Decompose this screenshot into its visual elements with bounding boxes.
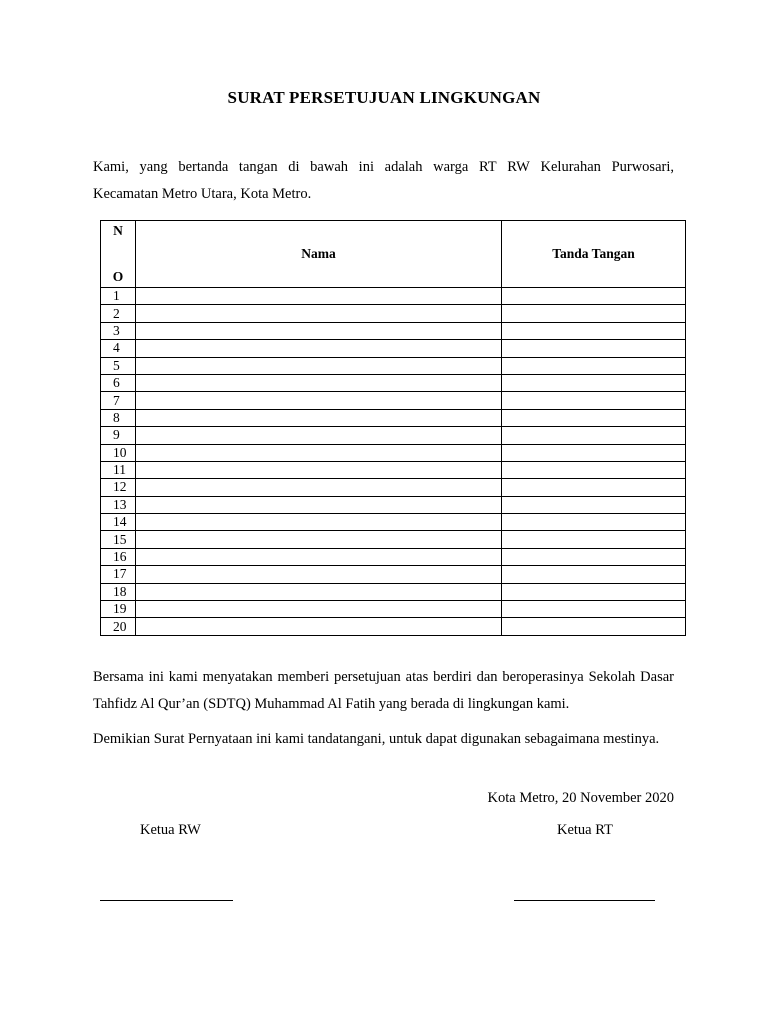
table-row bbox=[101, 548, 686, 565]
name-cell[interactable] bbox=[136, 531, 502, 548]
signature-cell[interactable] bbox=[502, 514, 686, 531]
name-cell[interactable] bbox=[136, 479, 502, 496]
signature-cell[interactable] bbox=[502, 409, 686, 426]
intro-word: Kelurahan bbox=[540, 159, 601, 175]
row-number: 10 bbox=[101, 444, 136, 461]
table-row bbox=[101, 531, 686, 548]
signature-cell[interactable] bbox=[502, 444, 686, 461]
signature-cell[interactable] bbox=[502, 392, 686, 409]
row-number: 2 bbox=[101, 305, 136, 322]
row-number: 1 bbox=[101, 288, 136, 305]
table-row bbox=[101, 427, 686, 444]
intro-word: RT bbox=[478, 159, 497, 175]
intro-word: adalah bbox=[384, 159, 423, 175]
table-row bbox=[101, 461, 686, 478]
row-number: 15 bbox=[101, 531, 136, 548]
intro-word: bertanda bbox=[178, 159, 229, 175]
signature-cell[interactable] bbox=[502, 288, 686, 305]
name-cell[interactable] bbox=[136, 583, 502, 600]
column-header-name: Nama bbox=[136, 221, 502, 288]
column-header-no-bottom: O bbox=[112, 269, 124, 284]
signature-cell[interactable] bbox=[502, 322, 686, 339]
signature-cell[interactable] bbox=[502, 566, 686, 583]
intro-word: Purwosari, bbox=[611, 159, 674, 175]
signature-cell[interactable] bbox=[502, 479, 686, 496]
intro-word: bawah bbox=[310, 159, 349, 175]
row-number: 19 bbox=[101, 601, 136, 618]
name-cell[interactable] bbox=[136, 601, 502, 618]
name-cell[interactable] bbox=[136, 374, 502, 391]
consent-paragraph: Bersama ini kami menyatakan memberi persetujuan atas berdiri dan beroperasinya Sekolah Dasar Tahfidz Al Qur’an (SDTQ) Muhammad Al Fatih yang berada di lingkungan kami. bbox=[93, 669, 674, 712]
table-row bbox=[101, 340, 686, 357]
document-title: SURAT PERSETUJUAN LINGKUNGAN bbox=[227, 88, 541, 107]
row-number: 14 bbox=[101, 514, 136, 531]
table-row bbox=[101, 444, 686, 461]
column-header-no bbox=[101, 221, 136, 288]
table-row bbox=[101, 566, 686, 583]
row-number: 3 bbox=[101, 322, 136, 339]
signature-line-rt bbox=[514, 900, 655, 901]
name-cell[interactable] bbox=[136, 566, 502, 583]
intro-word: ini bbox=[358, 159, 374, 175]
signature-line-rw bbox=[100, 900, 233, 901]
row-number: 4 bbox=[101, 340, 136, 357]
place-date: Kota Metro, 20 November 2020 bbox=[487, 790, 674, 806]
table-row bbox=[101, 601, 686, 618]
intro-word: warga bbox=[433, 159, 469, 175]
name-cell[interactable] bbox=[136, 618, 502, 635]
table-row bbox=[101, 357, 686, 374]
row-number: 12 bbox=[101, 479, 136, 496]
signature-cell[interactable] bbox=[502, 531, 686, 548]
column-header-no-top: N bbox=[113, 223, 123, 238]
signature-cell[interactable] bbox=[502, 583, 686, 600]
name-cell[interactable] bbox=[136, 357, 502, 374]
signature-table bbox=[100, 220, 686, 636]
table-row bbox=[101, 322, 686, 339]
signature-cell[interactable] bbox=[502, 374, 686, 391]
intro-word: tangan bbox=[238, 159, 278, 175]
table-row bbox=[101, 392, 686, 409]
table-row bbox=[101, 409, 686, 426]
name-cell[interactable] bbox=[136, 444, 502, 461]
row-number: 6 bbox=[101, 374, 136, 391]
table-row bbox=[101, 618, 686, 635]
name-cell[interactable] bbox=[136, 340, 502, 357]
intro-word: RW bbox=[507, 159, 530, 175]
signature-cell[interactable] bbox=[502, 496, 686, 513]
signature-cell[interactable] bbox=[502, 427, 686, 444]
signature-cell[interactable] bbox=[502, 601, 686, 618]
row-number: 18 bbox=[101, 583, 136, 600]
intro-paragraph bbox=[93, 154, 674, 208]
intro-word: yang bbox=[139, 159, 168, 175]
name-cell[interactable] bbox=[136, 409, 502, 426]
signature-cell[interactable] bbox=[502, 357, 686, 374]
name-cell[interactable] bbox=[136, 514, 502, 531]
name-cell[interactable] bbox=[136, 461, 502, 478]
row-number: 8 bbox=[101, 409, 136, 426]
intro-word: Kami, bbox=[93, 159, 129, 175]
name-cell[interactable] bbox=[136, 392, 502, 409]
row-number: 20 bbox=[101, 618, 136, 635]
table-row bbox=[101, 288, 686, 305]
name-cell[interactable] bbox=[136, 548, 502, 565]
name-cell[interactable] bbox=[136, 305, 502, 322]
name-cell[interactable] bbox=[136, 427, 502, 444]
signature-cell[interactable] bbox=[502, 461, 686, 478]
table-row bbox=[101, 514, 686, 531]
row-number: 13 bbox=[101, 496, 136, 513]
row-number: 9 bbox=[101, 427, 136, 444]
name-cell[interactable] bbox=[136, 322, 502, 339]
closing-paragraph: Demikian Surat Pernyataan ini kami tandatangani, untuk dapat digunakan sebagaimana mestinya. bbox=[93, 731, 660, 747]
intro-line-2: Kecamatan Metro Utara, Kota Metro. bbox=[93, 186, 312, 202]
signer-rt-label: Ketua RT bbox=[557, 822, 613, 838]
name-cell[interactable] bbox=[136, 496, 502, 513]
row-number: 5 bbox=[101, 357, 136, 374]
intro-line-1 bbox=[93, 154, 674, 181]
table-row bbox=[101, 305, 686, 322]
table-row bbox=[101, 496, 686, 513]
table-row bbox=[101, 583, 686, 600]
name-cell[interactable] bbox=[136, 288, 502, 305]
column-header-signature: Tanda Tangan bbox=[502, 221, 686, 288]
row-number: 11 bbox=[101, 461, 136, 478]
row-number: 16 bbox=[101, 548, 136, 565]
signer-rw-label: Ketua RW bbox=[140, 822, 201, 838]
signature-cell[interactable] bbox=[502, 618, 686, 635]
table-row bbox=[101, 374, 686, 391]
table-row bbox=[101, 479, 686, 496]
row-number: 17 bbox=[101, 566, 136, 583]
signature-cell[interactable] bbox=[502, 305, 686, 322]
row-number: 7 bbox=[101, 392, 136, 409]
signature-cell[interactable] bbox=[502, 340, 686, 357]
intro-word: di bbox=[288, 159, 300, 175]
signature-cell[interactable] bbox=[502, 548, 686, 565]
table-header-row bbox=[101, 221, 686, 288]
